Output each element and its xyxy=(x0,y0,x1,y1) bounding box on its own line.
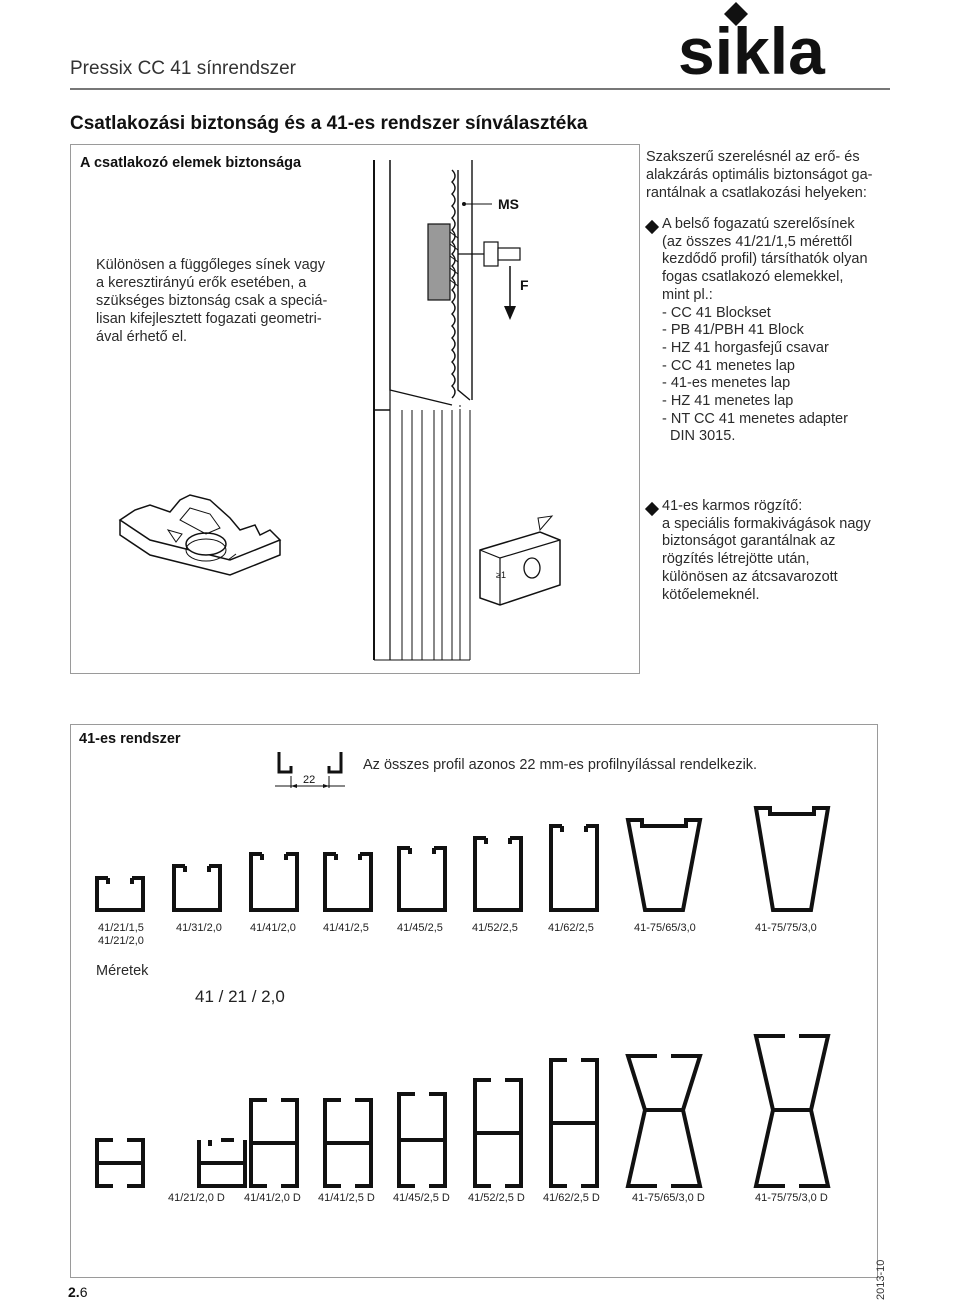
profile-label: 41/31/2,0 xyxy=(176,922,222,934)
safety-box-title: A csatlakozó elemek biztonsága xyxy=(80,155,302,171)
section-title: Csatlakozási biztonság és a 41-es rendszer sínválasztéka xyxy=(70,113,588,134)
text-line: - NT CC 41 menetes adapter xyxy=(662,410,848,427)
text-line: szükséges biztonság csak a speciá- xyxy=(96,293,328,309)
dimension-label: 22 xyxy=(303,774,316,786)
text-line: rantálnak a csatlakozási helyeken: xyxy=(646,185,867,201)
text-line: fogas csatlakozó elemekkel, xyxy=(662,269,844,286)
meretek-example: 41 / 21 / 2,0 xyxy=(195,987,285,1006)
profile-label: 41/41/2,0 xyxy=(250,922,296,934)
bullet-icon xyxy=(645,502,659,516)
text-line: Különösen a függőleges sínek vagy xyxy=(96,257,325,273)
profile-label: 41-75/75/3,0 xyxy=(755,922,817,934)
text-line: különösen az átcsavarozott xyxy=(662,568,838,585)
profile-label: 41/21/2,0 xyxy=(98,935,144,947)
edition-date: 2013-10 xyxy=(875,1259,887,1300)
claw-fixing-drawing xyxy=(470,510,565,610)
profile-label: 41/45/2,5 D xyxy=(393,1192,450,1204)
sikla-logo xyxy=(676,0,882,88)
text-line: kezdődő profil) társíthatók olyan xyxy=(662,251,868,268)
profile-label: 41/52/2,5 D xyxy=(468,1192,525,1204)
text-line: - HZ 41 menetes lap xyxy=(662,393,794,410)
profile-label: 41/45/2,5 xyxy=(397,922,443,934)
text-line: - CC 41 menetes lap xyxy=(662,357,795,374)
text-line: a speciális formakivágások nagy xyxy=(662,515,871,532)
intro-text xyxy=(646,148,872,202)
text-line: mint pl.: xyxy=(662,286,713,303)
header-title: Pressix CC 41 sínrendszer xyxy=(70,58,296,79)
page-number xyxy=(68,1284,87,1300)
text-line: - CC 41 Blockset xyxy=(662,304,771,321)
profile-label: 41/52/2,5 xyxy=(472,922,518,934)
profile-label: 41/62/2,5 D xyxy=(543,1192,600,1204)
text-line: ával érhető el. xyxy=(96,329,188,345)
profile-label: 41/21/2,0 D xyxy=(168,1192,225,1204)
text-line: - HZ 41 horgasfejű csavar xyxy=(662,339,829,356)
text-line: kötőelemeknél. xyxy=(662,586,760,603)
safety-left-text xyxy=(96,256,327,346)
text-line: A belső fogazatú szerelősínek xyxy=(662,216,855,232)
profile-label: 41-75/65/3,0 xyxy=(634,922,696,934)
text-line: biztonságot garantálnak az xyxy=(662,533,836,550)
text-line: (az összes 41/21/1,5 mérettől xyxy=(662,233,853,250)
profile-label: 41/41/2,5 D xyxy=(318,1192,375,1204)
profile-label: 41/21/1,5 xyxy=(98,922,144,934)
channel-nut-drawing xyxy=(110,490,285,600)
bullet1-text xyxy=(662,216,868,446)
meretek-label: Méretek xyxy=(96,963,149,979)
text-line: DIN 3015. xyxy=(662,428,736,445)
profile-label: 41/41/2,0 D xyxy=(244,1192,301,1204)
profile-label: 41/41/2,5 xyxy=(323,922,369,934)
system-note: Az összes profil azonos 22 mm-es profilnyílással rendelkezik. xyxy=(363,757,758,773)
profile-label: 41-75/75/3,0 D xyxy=(755,1192,828,1204)
single-profiles-drawing xyxy=(90,790,880,915)
text-line: lisan kifejlesztett fogazati geometri- xyxy=(96,311,322,327)
text-line: Szakszerű szerelésnél az erő- és xyxy=(646,149,860,165)
logo-text: sikla xyxy=(678,14,825,88)
f-label: F xyxy=(520,277,529,293)
system-box-title: 41-es rendszer xyxy=(79,731,181,747)
bullet-icon xyxy=(645,220,659,234)
page-index: 6 xyxy=(79,1284,88,1300)
ms-label: MS xyxy=(498,196,519,212)
profile-label: 41-75/65/3,0 D xyxy=(632,1192,705,1204)
text-line: a keresztirányú erők esetében, a xyxy=(96,275,307,291)
text-line: rögzítés létrejötte után, xyxy=(662,551,810,568)
ge1-label: ≥1 xyxy=(496,570,506,580)
bullet2-text xyxy=(662,498,871,604)
header-rule xyxy=(70,88,890,90)
text-line: - PB 41/PBH 41 Block xyxy=(662,322,804,339)
chapter-number: 2. xyxy=(68,1284,80,1300)
opening-dimension-icon xyxy=(275,752,345,792)
text-line: 41-es karmos rögzítő: xyxy=(662,498,803,514)
text-line: - 41-es menetes lap xyxy=(662,375,791,392)
profile-label: 41/62/2,5 xyxy=(548,922,594,934)
text-line: alakzárás optimális biztonságot ga- xyxy=(646,167,873,183)
double-profiles-drawing xyxy=(90,1000,880,1190)
